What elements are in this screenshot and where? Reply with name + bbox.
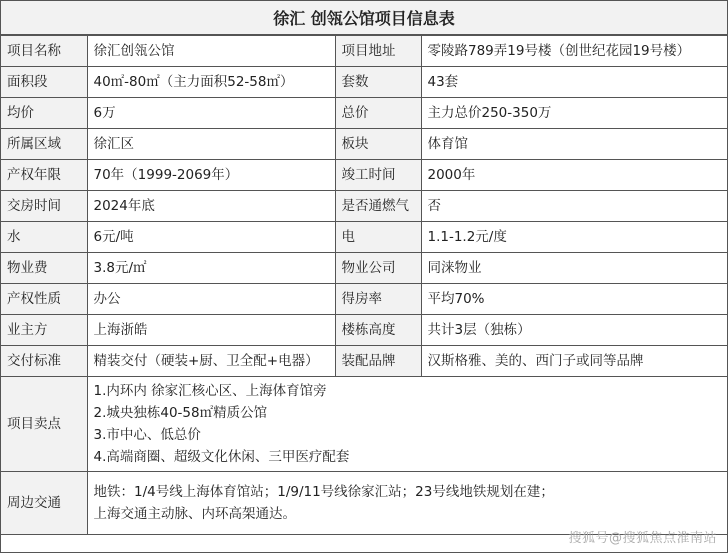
field-label: 项目名称 [1,36,87,67]
selling-point-line: 4.高端商圈、超级文化休闲、三甲医疗配套 [93,449,350,465]
field-value: 3.8元/㎡ [87,253,335,284]
sheet-title: 徐汇 创瓴公馆项目信息表 [1,1,727,35]
table-row [1,67,727,98]
table-row [1,98,727,129]
selling-point-line: 3.市中心、低总价 [93,427,201,443]
field-label: 交房时间 [1,191,87,222]
info-table [1,35,727,535]
field-value: 上海浙皓 [87,315,335,346]
field-label: 产权性质 [1,284,87,315]
transport-label: 周边交通 [1,472,87,535]
field-value: 2024年底 [87,191,335,222]
table-row [1,191,727,222]
field-value: 70年（1999-2069年） [87,160,335,191]
field-label: 业主方 [1,315,87,346]
table-row [1,222,727,253]
field-value: 徐汇创瓴公馆 [87,36,335,67]
field-label: 产权年限 [1,160,87,191]
field-value: 体育馆 [421,129,727,160]
field-value: 2000年 [421,160,727,191]
selling-points-value [87,377,727,472]
field-value: 否 [421,191,727,222]
field-label: 面积段 [1,67,87,98]
field-value: 办公 [87,284,335,315]
field-value: 平均70% [421,284,727,315]
field-value: 共计3层（独栋） [421,315,727,346]
watermark: 搜狐号@搜狐焦点淮南站 [568,531,717,546]
field-label: 板块 [335,129,421,160]
field-label: 均价 [1,98,87,129]
field-value: 主力总价250-350万 [421,98,727,129]
field-value: 6万 [87,98,335,129]
field-value: 精装交付（硬装+厨、卫全配+电器） [87,346,335,377]
transport-value [87,472,727,535]
field-label: 竣工时间 [335,160,421,191]
table-row [1,315,727,346]
info-table-body [1,36,727,377]
table-row [1,346,727,377]
selling-point-line: 1.内环内 徐家汇核心区、上海体育馆旁 [93,383,327,399]
field-label: 装配品牌 [335,346,421,377]
selling-points-row [1,377,727,472]
field-label: 物业公司 [335,253,421,284]
field-label: 项目地址 [335,36,421,67]
field-value: 徐汇区 [87,129,335,160]
field-label: 总价 [335,98,421,129]
field-value: 6元/吨 [87,222,335,253]
field-label: 所属区域 [1,129,87,160]
table-row [1,160,727,191]
field-label: 水 [1,222,87,253]
selling-point-line: 2.城央独栋40-58㎡精质公馆 [93,405,268,421]
field-label: 楼栋高度 [335,315,421,346]
field-value: 零陵路789弄19号楼（创世纪花园19号楼） [421,36,727,67]
field-value: 40㎡-80㎡（主力面积52-58㎡） [87,67,335,98]
field-value: 43套 [421,67,727,98]
field-value: 汉斯格雅、美的、西门子或同等品牌 [421,346,727,377]
table-row [1,36,727,67]
field-value: 1.1-1.2元/度 [421,222,727,253]
transport-row [1,472,727,535]
field-label: 物业费 [1,253,87,284]
field-label: 是否通燃气 [335,191,421,222]
transport-line: 上海交通主动脉、内环高架通达。 [93,506,296,522]
transport-line: 地铁：1/4号线上海体育馆站；1/9/11号线徐家汇站；23号线地铁规划在建； [93,484,554,500]
field-label: 得房率 [335,284,421,315]
table-row [1,129,727,160]
selling-points-label: 项目卖点 [1,377,87,472]
field-label: 套数 [335,67,421,98]
field-value: 同涞物业 [421,253,727,284]
field-label: 电 [335,222,421,253]
field-label: 交付标准 [1,346,87,377]
table-row [1,284,727,315]
table-row [1,253,727,284]
